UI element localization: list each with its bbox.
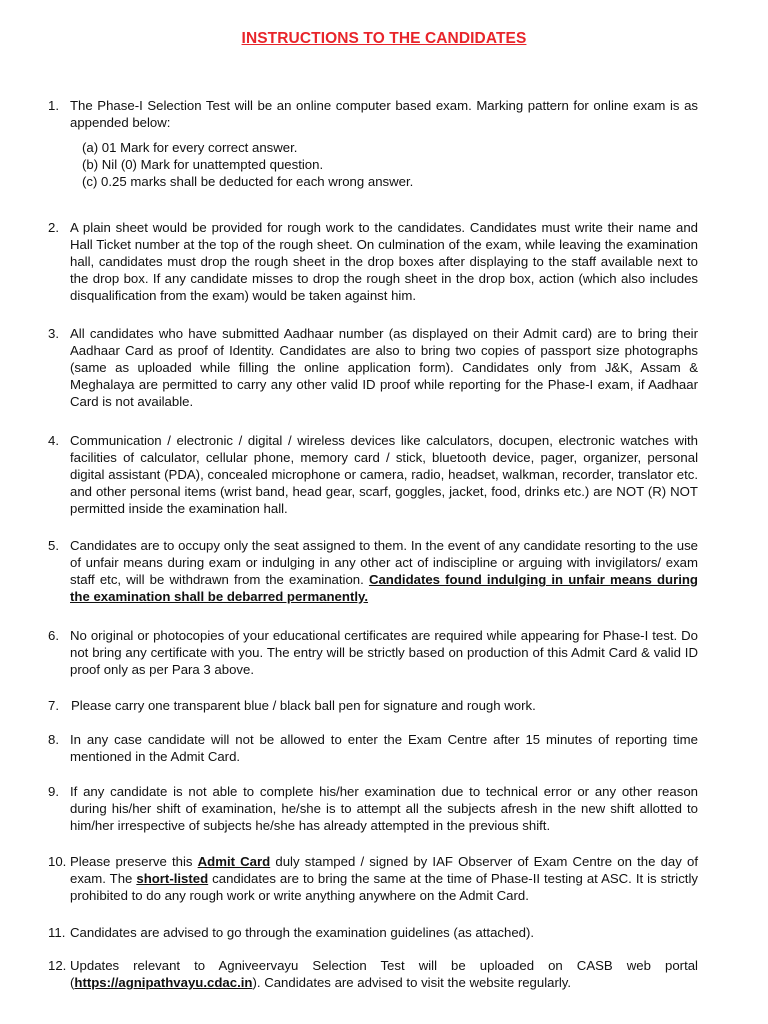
item-text: In any case candidate will not be allowed to enter the Exam Centre after 15 minutes of reporting time mentioned in the Admit Card. <box>70 732 698 764</box>
instruction-item-7 <box>48 697 698 714</box>
item-number: 4. <box>48 433 59 448</box>
instruction-item-6 <box>48 627 698 678</box>
item-text-part: candidates are to bring the same at the time of Phase-II testing at ASC. It is strictly prohibited to do any rough work or write anything anywhere on the Admit Card. <box>70 871 698 903</box>
instruction-item-5 <box>48 537 698 605</box>
short-listed-term: short-listed <box>136 871 209 886</box>
admit-card-term: Admit Card <box>197 854 271 869</box>
instruction-item-10 <box>48 853 698 904</box>
item-text: A plain sheet would be provided for rough work to the candidates. Candidates must write their name and Hall Ticket number at the top of the rough sheet. On culmination of the exam, while leaving the examination hall, candidates must drop the rough sheet in the drop boxes after displaying to the staff available next to the drop box. If any candidate misses to drop the rough sheet in the drop box, action (which also includes disqualification from the exam) would be taken against him. <box>70 220 698 303</box>
debarment-warning: Candidates found indulging in unfair means during the examination shall be debarred permanently. <box>70 572 698 604</box>
instruction-item-8 <box>48 731 698 765</box>
casb-portal-link[interactable]: https://agnipathvayu.cdac.in <box>74 975 253 990</box>
item-number: 5. <box>48 538 59 553</box>
item-text: The Phase-I Selection Test will be an online computer based exam. Marking pattern for online exam is as appended below: <box>70 98 698 130</box>
item-text-part: duly stamped / signed by IAF Observer of Exam Centre on the day of exam. The <box>70 854 698 886</box>
item-number: 12. <box>48 958 67 973</box>
item-text-part: Updates relevant to Agniveervayu Selection Test will be uploaded on CASB web portal ( <box>70 958 698 990</box>
instruction-item-1 <box>48 97 698 190</box>
item-text: Communication / electronic / digital / wireless devices like calculators, docupen, electronic watches with facilities of calculator, cellular phone, memory card / stick, bluetooth device, pager, organizer, personal digital assistant (PDA), concealed microphone or camera, radio, headset, walkman, recorder, translator etc. and other personal items (wrist band, head gear, scarf, goggles, jacket, food, drinks etc.) are NOT (R) NOT permitted inside the examination hall. <box>70 433 698 516</box>
item-text: No original or photocopies of your educational certificates are required while appearing for Phase-I test. Do not bring any certificate with you. The entry will be strictly based on production of this Admit Card & valid ID proof only as per Para 3 above. <box>70 628 698 677</box>
item-text: Candidates are advised to go through the examination guidelines (as attached). <box>70 925 535 940</box>
item-number: 7. <box>48 698 59 713</box>
item-number: 1. <box>48 98 59 113</box>
item-number: 8. <box>48 732 59 747</box>
instruction-item-11 <box>48 924 698 941</box>
item-text-part: Please preserve this <box>70 854 198 869</box>
item-text-plain: Candidates are to occupy only the seat assigned to them. In the event of any candidate resorting to the use of unfair means during exam or indulging in any other act of indiscipline or arguing with invigilators/ exam staff etc, will be withdrawn from the examination. <box>70 538 698 587</box>
instruction-item-3 <box>48 325 698 410</box>
item-number: 10. <box>48 854 67 869</box>
item-text <box>70 853 698 904</box>
item-number: 2. <box>48 220 59 235</box>
instruction-item-4 <box>48 432 698 517</box>
list-item: (b) Nil (0) Mark for unattempted question. <box>82 157 324 172</box>
item-text-part: ). Candidates are advised to visit the website regularly. <box>252 975 572 990</box>
page-title: INSTRUCTIONS TO THE CANDIDATES <box>241 30 527 47</box>
instruction-item-9 <box>48 783 698 834</box>
item-number: 6. <box>48 628 59 643</box>
item-number: 3. <box>48 326 59 341</box>
item-text: Please carry one transparent blue / black ball pen for signature and rough work. <box>71 698 536 713</box>
item-text: All candidates who have submitted Aadhaar number (as displayed on their Admit card) are to bring their Aadhaar Card as proof of Identity. Candidates are also to bring two copies of passport size photographs (same as uploaded while filling the online application form). Candidates only from J&K, Assam & Meghalaya are permitted to carry any other valid ID proof while reporting for the Phase-I exam, if Aadhaar Card is not available. <box>70 326 698 409</box>
item-number: 11. <box>48 925 66 940</box>
item-text <box>70 537 698 605</box>
item-text: If any candidate is not able to complete his/her examination due to technical error or any other reason during his/her shift of examination, he/she is to attempt all the subjects afresh in the new shift allotted to him/her irrespective of subjects he/she has already attempted in the previous shift. <box>70 784 698 833</box>
item-number: 9. <box>48 784 59 799</box>
marking-pattern-list <box>82 139 698 190</box>
instruction-item-2 <box>48 219 698 304</box>
item-text <box>70 957 698 991</box>
list-item: (c) 0.25 marks shall be deducted for each wrong answer. <box>82 174 414 189</box>
list-item: (a) 01 Mark for every correct answer. <box>82 140 298 155</box>
instruction-item-12 <box>48 957 698 991</box>
